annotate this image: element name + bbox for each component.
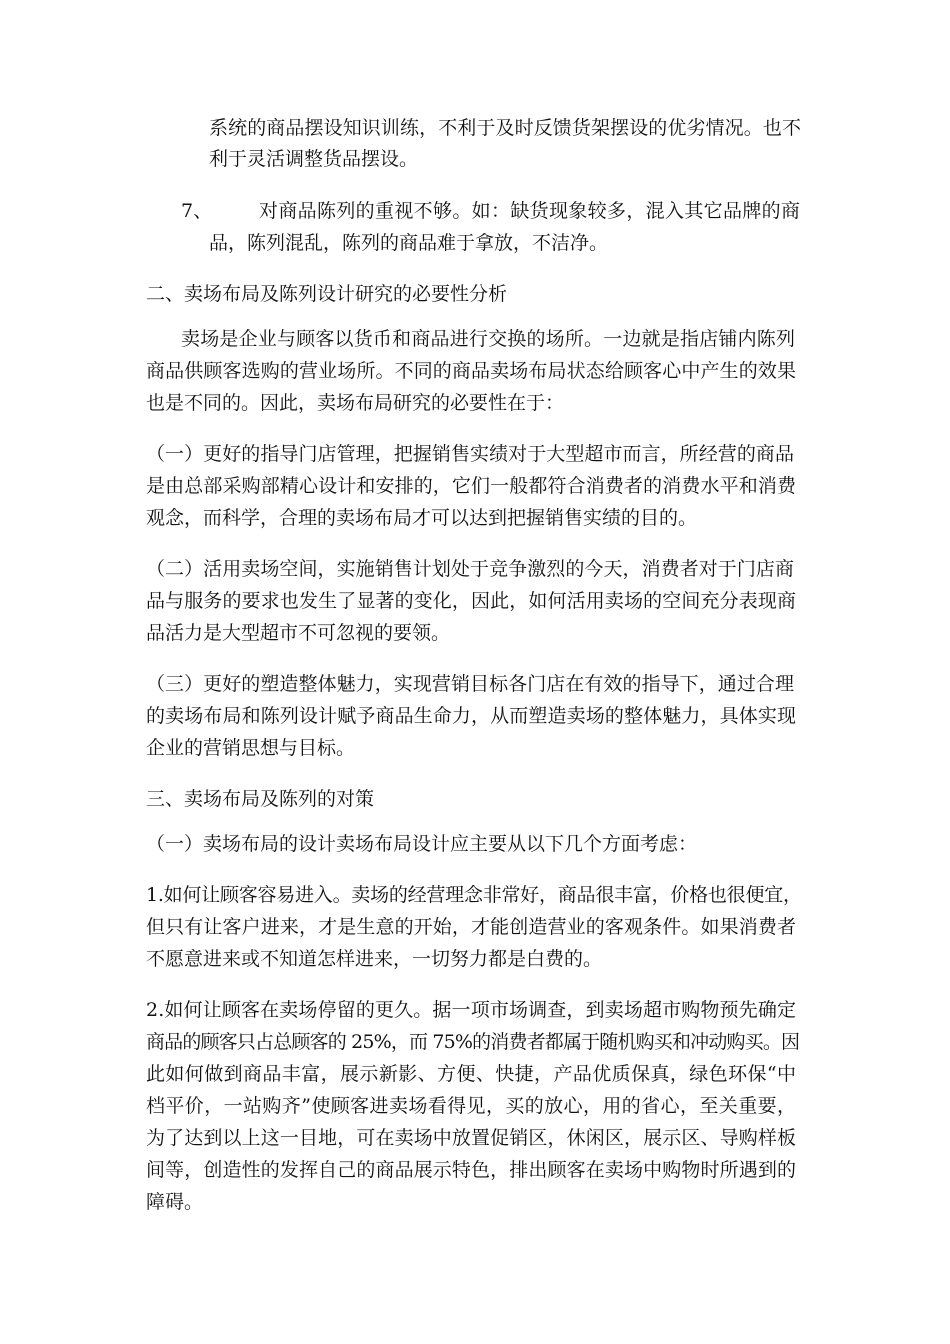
body-line: 的卖场布局和陈列设计赋予商品生命力，从而塑造卖场的整体魅力，具体实现 bbox=[146, 705, 797, 727]
body-line: 卖场是企业与顾客以货币和商品进行交换的场所。一边就是指店铺内陈列 bbox=[181, 328, 796, 350]
body-line: （三）更好的塑造整体魅力，实现营销目标各门店在有效的指导下，通过合理 bbox=[146, 673, 795, 695]
body-line: 系统的商品摆设知识训练，不利于及时反馈货架摆设的优劣情况。也不 bbox=[209, 117, 802, 139]
body-line: 此如何做到商品丰富，展示新影、方便、快捷，产品优质保真，绿色环保“中 bbox=[146, 1063, 797, 1085]
body-line: 不愿意进来或不知道怎样进来，一切努力都是白费的。 bbox=[146, 948, 603, 970]
body-line: 但只有让客户进来，才是生意的开始，才能创造营业的客观条件。如果消费者 bbox=[146, 916, 797, 938]
section-heading: 二、卖场布局及陈列设计研究的必要性分析 bbox=[146, 283, 508, 305]
body-line: 企业的营销思想与目标。 bbox=[146, 737, 356, 759]
body-line: 商品供顾客选购的营业场所。不同的商品卖场布局状态给顾客心中产生的效果 bbox=[146, 360, 797, 382]
body-line: 1.如何让顾客容易进入。卖场的经营理念非常好，商品很丰富，价格也很便宜， bbox=[146, 884, 802, 906]
body-line: 利于灵活调整货品摆设。 bbox=[209, 148, 419, 170]
body-line: 障碍。 bbox=[146, 1191, 204, 1213]
body-line: 对商品陈列的重视不够。如：缺货现象较多，混入其它品牌的商 bbox=[259, 200, 801, 222]
body-line: 为了达到以上这一目地，可在卖场中放置促销区，休闲区，展示区、导购样板 bbox=[146, 1127, 797, 1149]
body-line: 商品的顾客只占总顾客的 25%，而 75%的消费者都属于随机购买和冲动购买。因 bbox=[146, 1031, 800, 1053]
list-item-number: 7、 bbox=[181, 200, 213, 222]
section-heading: 三、卖场布局及陈列的对策 bbox=[146, 788, 375, 810]
body-line: （二）活用卖场空间，实施销售计划处于竞争激烈的今天，消费者对于门店商 bbox=[146, 558, 795, 580]
body-line: 间等，创造性的发挥自己的商品展示特色，排出顾客在卖场中购物时所遇到的 bbox=[146, 1159, 797, 1181]
body-line: （一）更好的指导门店管理，把握销售实绩对于大型超市而言，所经营的商品 bbox=[146, 443, 795, 465]
body-line: 2.如何让顾客在卖场停留的更久。据一项市场调查，到卖场超市购物预先确定 bbox=[146, 999, 797, 1021]
body-line: 是由总部采购部精心设计和安排的，它们一般都符合消费者的消费水平和消费 bbox=[146, 475, 797, 497]
body-line: 也是不同的。因此，卖场布局研究的必要性在于： bbox=[146, 392, 565, 414]
body-line: 档平价，一站购齐”使顾客进卖场看得见，买的放心，用的省心，至关重要， bbox=[146, 1095, 797, 1117]
subsection-heading: （一）卖场布局的设计卖场布局设计应主要从以下几个方面考虑： bbox=[146, 833, 698, 855]
body-line: 品，陈列混乱，陈列的商品难于拿放，不洁净。 bbox=[209, 232, 609, 254]
body-line: 品与服务的要求也发生了显著的变化，因此，如何活用卖场的空间充分表现商 bbox=[146, 590, 797, 612]
body-line: 观念，而科学，合理的卖场布局才可以达到把握销售实绩的目的。 bbox=[146, 507, 698, 529]
body-line: 品活力是大型超市不可忽视的要领。 bbox=[146, 622, 451, 644]
